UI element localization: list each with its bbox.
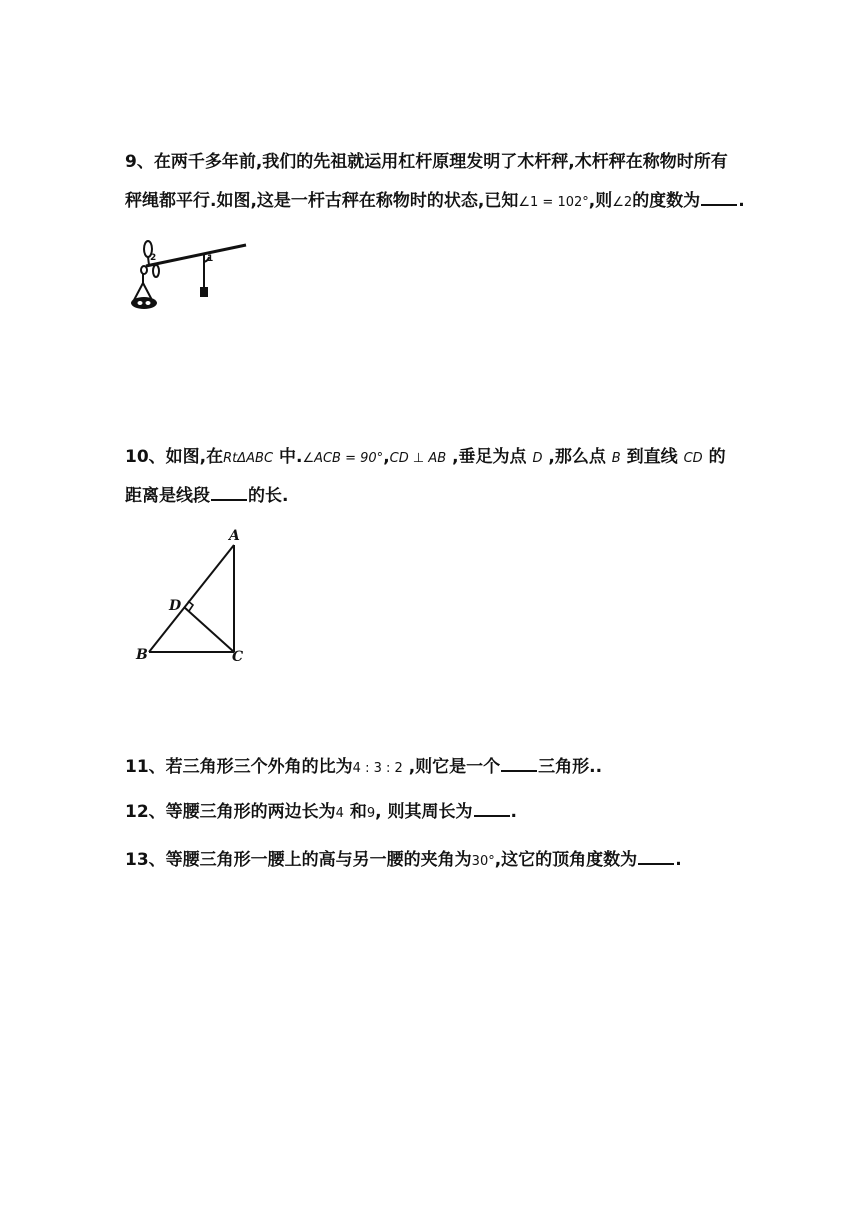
angle-2-label: 2 [150,253,157,263]
answer-blank-10[interactable] [211,485,247,501]
question-9-line-1: 9、在两千多年前,我们的先祖就运用杠杆原理发明了木杆秤,木杆秤在称物时所有 [125,152,728,172]
answer-blank-12[interactable] [474,801,510,817]
question-13: 13、等腰三角形一腰上的高与另一腰的夹角为30°,这它的顶角度数为 . [125,850,682,870]
answer-blank-13[interactable] [638,849,674,865]
angle-1-label: 1 [207,254,214,264]
question-12: 12、等腰三角形的两边长为4 和9, 则其周长为 . [125,802,518,822]
answer-blank-9[interactable] [701,190,737,206]
angle-2-expression: ∠2 [612,195,633,210]
vertex-d-label: D [169,598,182,614]
question-9-line-2: 秤绳都平行.如图,这是一杆古秤在称物时的状态,已知∠1 = 102°,则∠2的度数为 . [125,191,745,211]
vertex-c-label: C [232,649,244,665]
vertex-a-label: A [229,528,240,544]
question-10-line-2: 距离是线段 的长. [125,486,289,506]
angle-1-expression: ∠1 = 102° [518,195,589,210]
answer-blank-11[interactable] [501,756,537,772]
question-11: 11、若三角形三个外角的比为4 : 3 : 2 ,则它是一个 三角形.. [125,757,603,777]
vertex-b-label: B [136,647,148,663]
question-10-line-1: 10、如图,在RtΔABC 中.∠ACB = 90°,CD ⊥ AB ,垂足为点 D ,那么点 B 到直线 CD 的 [125,447,726,467]
